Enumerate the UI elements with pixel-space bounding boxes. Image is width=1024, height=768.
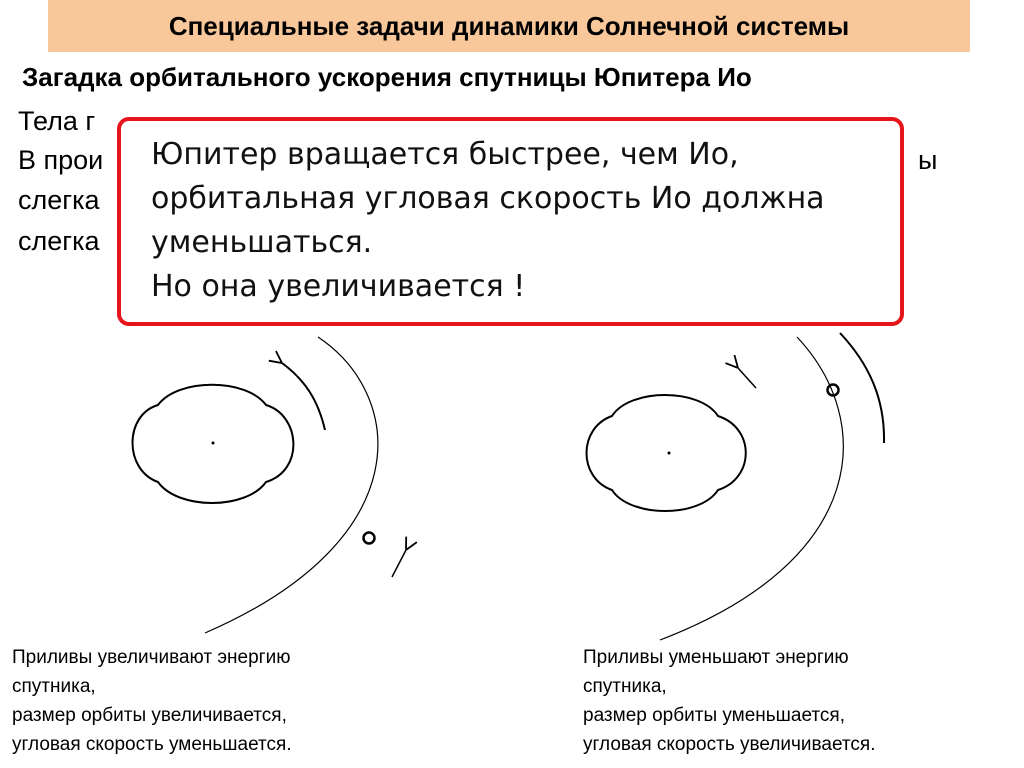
caption-left [12, 643, 292, 759]
callout-line-4: Но она увеличивается ! [151, 269, 526, 304]
jupiter-tidal-bulge-right [587, 395, 746, 511]
slide-subtitle: Загадка орбитального ускорения спутницы Юпитера Ио [22, 62, 752, 92]
jupiter-center-right [668, 452, 671, 455]
body-text-line-3: слегка [18, 185, 100, 215]
io-left [364, 533, 375, 544]
callout-line-3: уменьшаться. [151, 225, 373, 260]
io-motion-arrow-left [392, 550, 406, 577]
slide-title: Специальные задачи динамики Солнечной системы [168, 10, 850, 41]
body-text-line-2: В прои [18, 145, 104, 175]
callout-box [117, 117, 904, 326]
caption-right-line-3: размер орбиты уменьшается, [583, 705, 845, 726]
callout-line-2: орбитальная угловая скорость Ио должна [151, 181, 825, 216]
caption-left-line-1: Приливы увеличивают энергию [12, 647, 291, 668]
body-text-line-1: Тела г [18, 106, 96, 136]
caption-right-line-1: Приливы уменьшают энергию [583, 647, 849, 668]
rotation-arrow-right [840, 333, 884, 443]
rotation-arrow-left [282, 363, 325, 430]
jupiter-center-left [212, 442, 215, 445]
io-motion-arrow-right [738, 368, 756, 388]
caption-right [583, 643, 875, 759]
caption-left-line-3: размер орбиты увеличивается, [12, 705, 287, 726]
right-diagram [587, 333, 885, 640]
caption-right-line-2: спутника, [583, 676, 667, 697]
left-diagram [133, 337, 407, 633]
caption-right-line-4: угловая скорость увеличивается. [583, 734, 876, 755]
io-orbit-left [205, 337, 378, 633]
body-text-line-4: слегка [18, 226, 100, 256]
caption-left-line-2: спутника, [12, 676, 96, 697]
callout-line-1: Юпитер вращается быстрее, чем Ио, [151, 137, 739, 172]
body-text-line-2-tail: ы [918, 145, 938, 175]
caption-left-line-4: угловая скорость уменьшается. [12, 734, 292, 755]
